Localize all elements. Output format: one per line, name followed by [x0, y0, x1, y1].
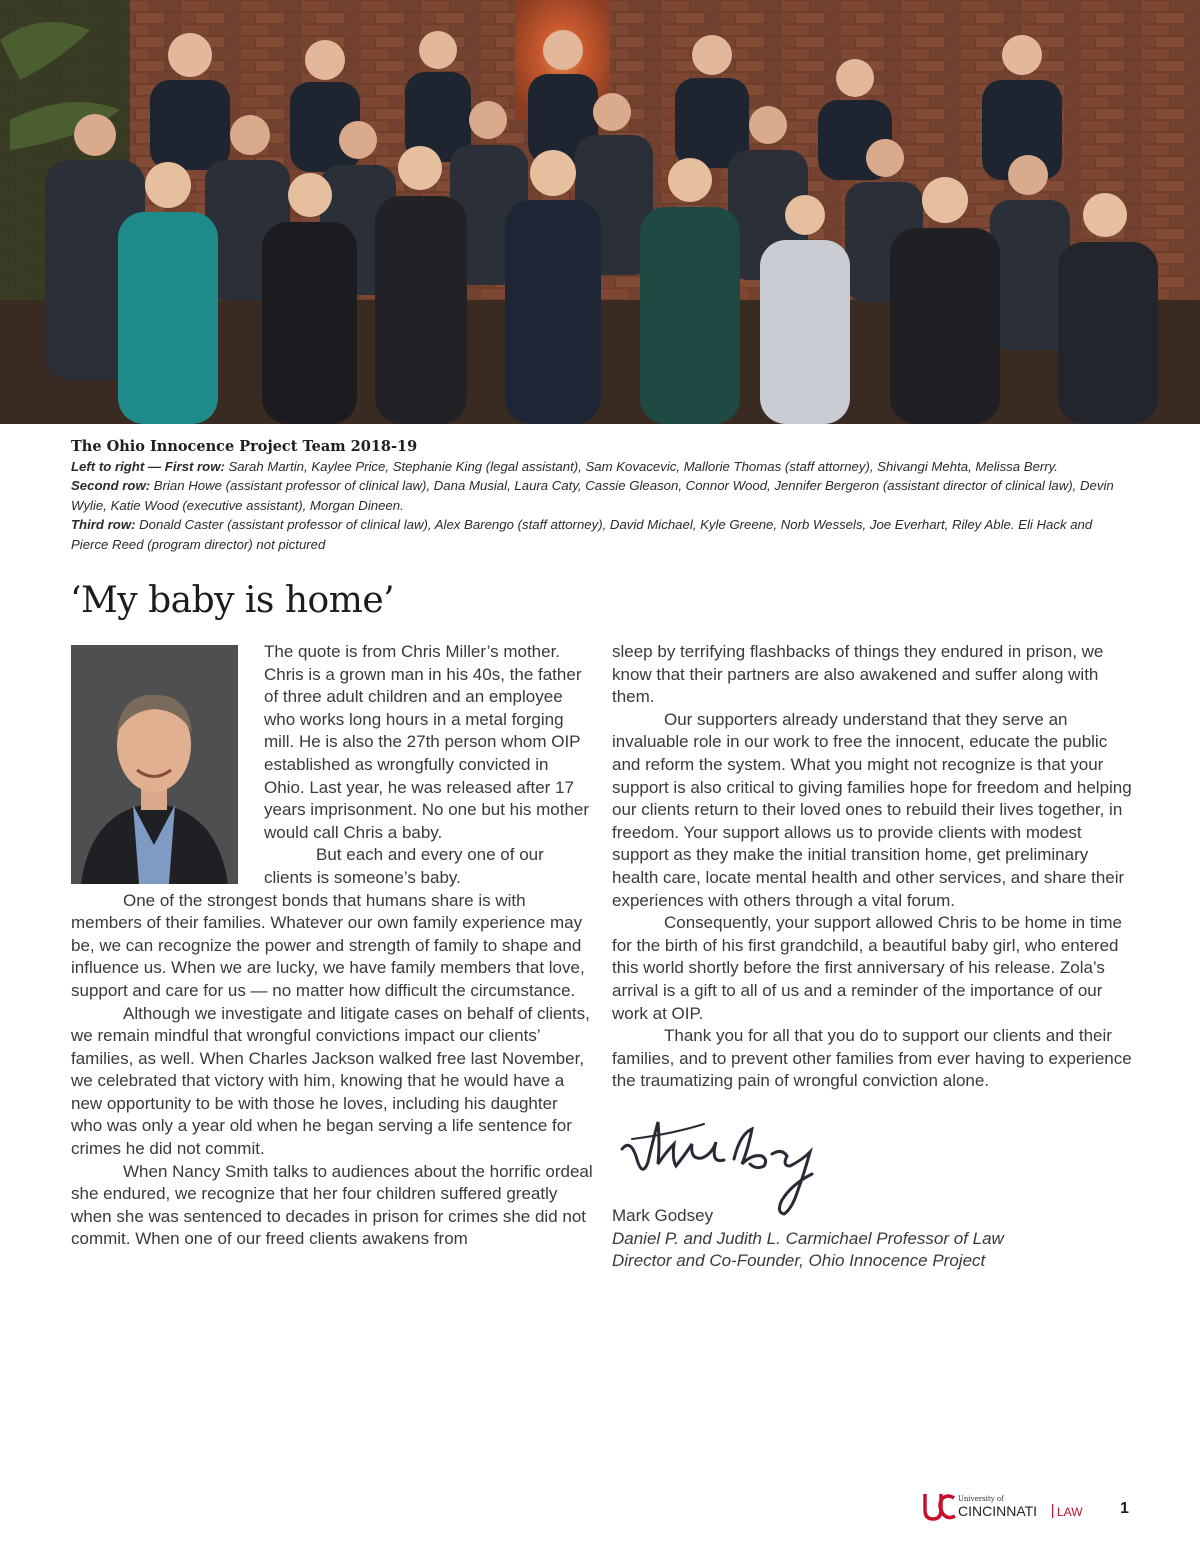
caption-second-row [71, 476, 1131, 515]
paragraph: sleep by terrifying flashbacks of things they endured in prison, we know that their partners are also awakened and suffer along with them. [612, 642, 1104, 707]
paragraph: The quote is from Chris Miller’s mother. Chris is a grown man in his 40s, the father of three adult children and an employee who works long hours in a metal forging mill. He is also the 27th person whom OIP established as wrongfully convicted in Ohio. Last year, he was released after 17 years imprisonment. No one but his mother would call Chris a baby. [264, 642, 590, 842]
page-number: 1 [1120, 1500, 1129, 1517]
portrait-spacer [71, 641, 264, 889]
paragraph: When Nancy Smith talks to audiences about the horrific ordeal she endured, we recognize that her four children suffered greatly when she was sentenced to decades in prison for crimes she did not commit. When one of our freed clients awakens from [71, 1161, 593, 1249]
caption-row-text: Sarah Martin, Kaylee Price, Stephanie King (legal assistant), Sam Kovacevic, Mallorie Thomas (staff attorney), Shivangi Mehta, Melissa Berry. [224, 458, 1058, 474]
caption-title: The Ohio Innocence Project Team 2018-19 [71, 438, 418, 455]
paragraph: One of the strongest bonds that humans share is with members of their families. Whatever our own family experience may be, we can recognize the power and strength of family to shape and influence us. When we are lucky, we have family members that love, support and care for us — no matter how difficult the circumstance. [71, 890, 585, 1000]
paragraph: But each and every one of our clients is someone’s baby. [264, 845, 544, 887]
paragraph: Consequently, your support allowed Chris to be home in time for the birth of his first grandchild, a beautiful baby girl, who entered this world shortly before the first anniversary of his release. Zola’s arrival is a gift to all of us and a reminder of the importance of our work at OIP. [612, 913, 1122, 1023]
university-of-cincinnati-law-logo [922, 1490, 1102, 1522]
paragraph: Our supporters already understand that they serve an invaluable role in our work to free the innocent, educate the public and reform the system. What you might not recognize is that your support is also critical to giving families hope for freedom and helping our clients return to their loved ones to rebuild their lives together, in freedom. Your support allows us to provide clients with modest support as they make the initial transition home, get preliminary health care, locate mental health and other services, and share their experiences with others through a vital forum. [612, 709, 1132, 910]
signoff-block [612, 1205, 1004, 1273]
logo-university-of: University of [958, 1495, 1004, 1503]
logo-law: LAW [1057, 1505, 1083, 1519]
team-photo [0, 0, 1200, 424]
caption-row-text: Donald Caster (assistant professor of clinical law), Alex Barengo (staff attorney), David Michael, Kyle Greene, Norb Wessels, Joe Everhart, Riley Able. Eli Hack and Pierce Reed (program director) not pictured [71, 517, 1093, 552]
caption-row-label: Second row: [71, 478, 151, 493]
logo-cincinnati: CINCINNATI [958, 1503, 1038, 1519]
signer-title: Daniel P. and Judith L. Carmichael Professor of Law [612, 1228, 1004, 1248]
signer-name: Mark Godsey [612, 1206, 714, 1225]
caption-row-label: Third row: [71, 517, 136, 532]
caption-third-row [71, 515, 1131, 554]
team-photo-illustration [0, 0, 1200, 424]
photo-caption [71, 437, 1131, 554]
article-column-right [612, 641, 1136, 1093]
caption-row-text: Brian Howe (assistant professor of clinical law), Dana Musial, Laura Caty, Cassie Gleason, Connor Wood, Jennifer Bergeron (assistant director of clinical law), Devin Wylie, Katie Wood (executive assistant), Morgan Dineen. [71, 478, 1114, 513]
paragraph: Thank you for all that you do to support our clients and their families, and to prevent other families from ever having to experience the traumatizing pain of wrongful conviction alone. [612, 1026, 1132, 1091]
article-column-left [71, 641, 593, 1251]
caption-row-label: Left to right — First row: [71, 458, 225, 474]
article-headline: ‘My baby is home’ [70, 580, 395, 621]
paragraph: Although we investigate and litigate cases on behalf of clients, we remain mindful that wrongful convictions impact our clients’ families, as well. When Charles Jackson walked free last November, we celebrated that victory with him, knowing that he would have a new opportunity to be with those he loves, including his daughter who was only a year old when he began serving a life sentence for crimes he did not commit. [71, 1003, 590, 1159]
caption-first-row [71, 457, 1131, 477]
signer-title: Director and Co-Founder, Ohio Innocence Project [612, 1251, 986, 1271]
